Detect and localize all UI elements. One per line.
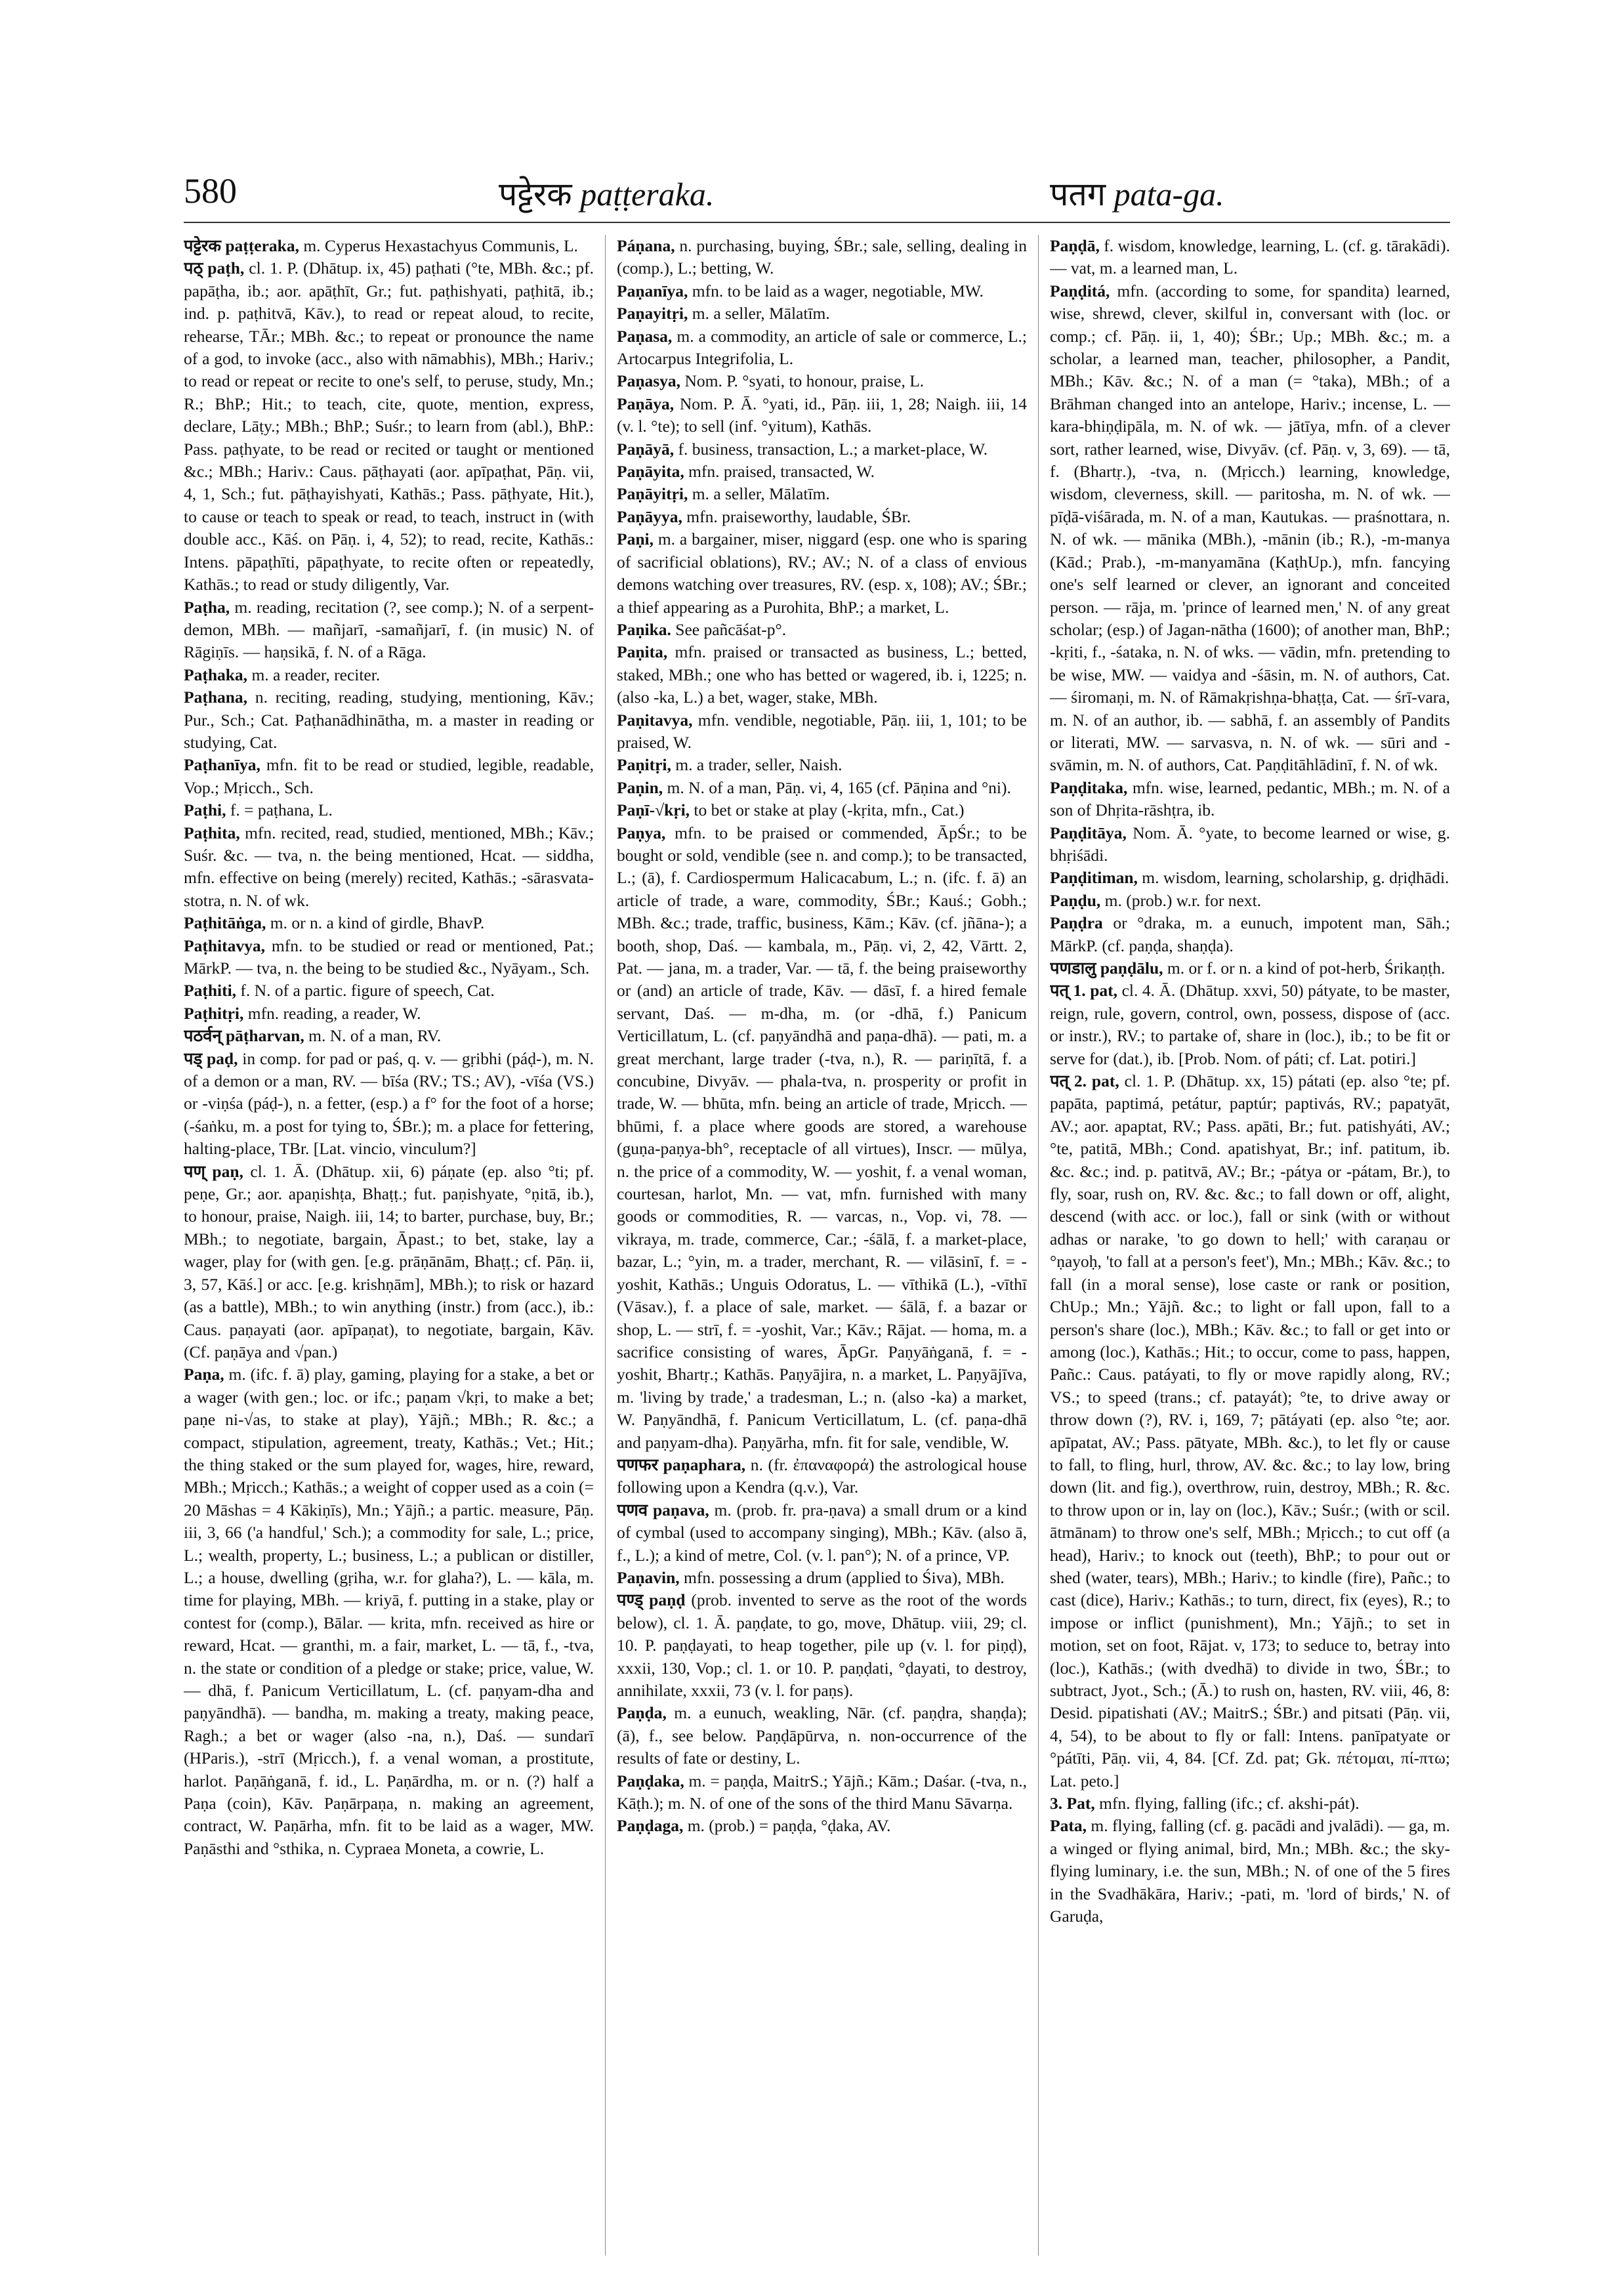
left-headword-transliteration: paṭṭeraka. (580, 176, 715, 213)
entry-text: m. wisdom, learning, scholarship, g. dṛiḍhādi. (1137, 868, 1449, 888)
entry-headword: Paṇī-√kṛi, (617, 800, 690, 820)
entry-text: f. = paṭhana, L. (226, 800, 333, 820)
entry-text: mfn. praised, transacted, W. (684, 462, 875, 482)
entry-headword: Paṇavin, (617, 1567, 680, 1587)
entry-headword: पणव paṇava, (617, 1500, 709, 1520)
entry-headword: पणडालु paṇḍālu, (1050, 959, 1163, 978)
entry-text: f. N. of a partic. figure of speech, Cat. (236, 981, 495, 1001)
entry-text: f. business, transaction, L.; a market-place, W. (674, 439, 988, 459)
dictionary-entry (617, 483, 1027, 505)
dictionary-entry (184, 235, 594, 257)
entry-headword: Paṇāyā, (617, 439, 675, 459)
dictionary-entry (617, 280, 1027, 302)
entry-text: m. flying, falling (cf. g. pacādi and jvalādi). — ga, m. a winged or flying animal, bird, Mn.; MBh. &c.; the sky-flying luminary, i.e. the sun, MBh.; N. of one of the 5 fires in the Svadhākāra, Hariv.; -pati, m. 'lord of birds,' N. of Garuḍa, (1050, 1816, 1450, 1926)
entry-headword: पण् paṇ, (184, 1161, 243, 1181)
dictionary-entry (184, 935, 594, 980)
dictionary-entry (617, 528, 1027, 619)
entry-text: in comp. for pad or paś, q. v. — gṛibhi (páḍ-), m. N. of a demon or a man, RV. — bīśa (RV.; TS.; AV), -vīśa (VS.) or -viṇśa (páḍ-), n. a fetter, (esp.) a f° for the foot of a horse; (-śaṅku, m. a post for tying to, ŚBr.); m. a place for fettering, halting-place, TBr. [Lat. vincio, vinculum?] (184, 1048, 594, 1159)
dictionary-entry (1050, 890, 1450, 912)
entry-headword: पठ् paṭh, (184, 258, 245, 278)
entry-headword: Paṭhitāṅga, (184, 913, 266, 933)
entry-headword: Pata, (1050, 1816, 1087, 1836)
entry-headword: Paṇāyita, (617, 462, 684, 482)
entry-headword: Paṇḍa, (617, 1703, 667, 1723)
dictionary-entry (184, 822, 594, 913)
entry-text: cl. 1. P. (Dhātup. ix, 45) paṭhati (°te, MBh. &c.; pf. papāṭha, ib.; aor. apāṭhīt, Gr.; fut. paṭhishyati, paṭhitā, ib.; ind. p. paṭhitvā, Kāv.), to read or repeat aloud, to recite, rehearse, TĀr.; MBh. &c.; to repeat or pronounce the name of a god, to invoke (acc., also with nāmabhis), MBh.; Hariv.; to read or repeat or recite to one's self, to peruse, study, Mn.; R.; BhP.; Hit.; to teach, cite, quote, mention, express, declare, Lāṭy.; MBh.; BhP.; Suśr.; to learn from (abl.), BhP.: Pass. paṭhyate, to be read or recited or taught or mentioned &c.; MBh.; Hariv.: Caus. pāṭhayati (aor. apīpaṭhat, Pāṇ. vii, 4, 1, Sch.; fut. pāṭhayishyati, Kathās.; Pass. pāṭhyate, Hit.), to cause or teach to speak or read, to teach, instruct in (with double acc., Kāś. on Pāṇ. i, 4, 52); to read, recite, Kathās.: Intens. pāpaṭhīti, pāpaṭhyate, to recite often or repeatedly, Kathās.; to read or study diligently, Var. (184, 258, 594, 594)
entry-text: m. or f. or n. a kind of pot-herb, Śrikaṇṭh. (1163, 959, 1446, 978)
entry-headword: पठर्वन् pāṭharvan, (184, 1026, 304, 1046)
entry-text: m. a seller, Mālatīm. (688, 484, 830, 504)
column-left (184, 235, 594, 2256)
entry-text: mfn. recited, read, studied, mentioned, MBh.; Kāv.; Suśr. &c. — tva, n. the being mentioned, Hcat. — siddha, mfn. effective on being (merely) recited, Kathās.; -sārasvata-stotra, n. N. of wk. (184, 823, 594, 910)
entry-text: m. a seller, Mālatīm. (688, 304, 830, 323)
right-running-headword (1050, 171, 1224, 215)
entry-headword: Paṇasya, (617, 371, 681, 391)
dictionary-entry (184, 912, 594, 934)
entry-text: mfn. to be studied or read or mentioned, Pat.; MārkP. — tva, n. the being to be studied &c., Nyāyam., Sch. (184, 936, 594, 978)
entry-headword: Paṇāyitṛi, (617, 484, 688, 504)
dictionary-entry (184, 980, 594, 1002)
entry-headword: Paṭhitṛi, (184, 1003, 244, 1023)
entry-text: m. (prob.) w.r. for next. (1100, 890, 1262, 910)
dictionary-entry (184, 1363, 594, 1860)
entry-text: mfn. reading, a reader, W. (243, 1003, 421, 1023)
entry-text: m. reading, recitation (?, see comp.); N. of a serpent-demon, MBh. — mañjarī, -samañjarī, f. (in music) N. of Rāgiṇīs. — haṇsikā, f. N. of a Rāga. (184, 597, 594, 662)
dictionary-entry (617, 506, 1027, 528)
entry-headword: Paṭhanīya, (184, 755, 260, 775)
dictionary-entry (184, 1048, 594, 1161)
entry-headword: 3. Pat, (1050, 1794, 1095, 1813)
dictionary-entry (1050, 777, 1450, 822)
entry-headword: Páṇana, (617, 236, 675, 255)
entry-text: mfn. wise, learned, pedantic, MBh.; m. N. of a son of Dhṛita-rāshṭra, ib. (1050, 777, 1450, 820)
entry-text: cl. 1. Ā. (Dhātup. xii, 6) páṇate (ep. also °ti; pf. peṇe, Gr.; aor. apaṇishṭa, Bhaṭṭ.; fut. paṇishyate, °ṇitā, ib.), to honour, praise, Naigh. iii, 14; to barter, purchase, buy, Br.; MBh.; to negotiate, bargain, Āpast.; to bet, stake, lay a wager, play for (with gen. [e.g. prāṇānām, Bhaṭṭ.; cf. Pāṇ. ii, 3, 57, Kāś.] or acc. [e.g. krishṇām], MBh.); to risk or hazard (as a battle), MBh.; to win anything (instr.) from (acc.), ib.: Caus. paṇayati (aor. apīpaṇat), to negotiate, bargain, Kāv. (Cf. paṇāya and √pan.) (184, 1161, 594, 1361)
entry-text: m. a trader, seller, Naish. (671, 755, 843, 775)
left-running-headword (499, 171, 714, 215)
dictionary-entry (184, 686, 594, 754)
entry-text: m. (prob. fr. pra-ṇava) a small drum or a kind of cymbal (used to accompany singing), MBh.; Kāv. (also ā, f., L.); a kind of metre, Col. (v. l. pan°); N. of a prince, VP. (617, 1500, 1027, 1565)
dictionary-entry (617, 1815, 1027, 1837)
entry-text: f. wisdom, knowledge, learning, L. (cf. g. tārakādi). — vat, m. a learned man, L. (1050, 236, 1450, 278)
dictionary-entry (617, 235, 1027, 280)
entry-text: Nom. P. °syati, to honour, praise, L. (680, 371, 925, 391)
dictionary-entry (1050, 867, 1450, 889)
entry-headword: Paṭhiti, (184, 981, 237, 1001)
entry-text: cl. 1. P. (Dhātup. xx, 15) pátati (ep. also °te; pf. papāta, paptimá, petátur, paptúr; paptivás, RV.; papatyāt, AV.; aor. apaptat, RV.; Pass. apāti, Br.; fut. patishyáti, AV.; °te, patitā, MBh.; Cond. apatishyat, Br.; inf. patitum, ib. &c. &c.; ind. p. patitvā, AV.; Br.; -pátya or -pátam, Br.), to fly, soar, rush on, RV. &c. &c.; to fall down or off, alight, descend (with acc. or loc.), fall or sink (with or without adhas or narake, 'to go down to hell;' with caraṇau or °ṇayoḥ, 'to fall at a person's feet'), Mn.; MBh.; Kāv. &c.; to fall (in a moral sense), lose caste or rank or position, ChUp.; Mn.; Yājñ. &c.; to light or fall upon, fall to a person's share (loc.), MBh.; Kāv. &c.; to fall or get into or among (loc.), Kathās.; Hit.; to occur, come to pass, happen, Pañc.: Caus. patáyati, to fly or move rapidly along, RV.; VS.; to speed (trans.; cf. patayát); °te, to drive away or throw down (?), RV. i, 169, 7; pātáyati (ep. also °te; aor. apīpatat, AV.; Pass. pātyate, MBh. &c.), to let fly or cause to fall, to fling, hurl, throw, AV. &c. &c.; to lay low, bring down (lit. and fig.), overthrow, ruin, destroy, MBh.; R. &c. to throw upon or in, lay on (loc.), Kāv.; Suśr.; (with or scil. ātmānam) to throw one's self, MBh.; Mṛicch.; to cut off (a head), Hariv.; to knock out (teeth), BhP.; to pour out or shed (water, tears), MBh.; Hariv.; to kindle (fire), Pañc.; to cast (dice), Hariv.; Kathās.; to turn, direct, fix (eyes), R.; to impose or inflict (punishment), Mn.; Yājñ.; to set in motion, set on foot, Rājat. v, 173; to seduce to, betray into (loc.), Kathās.; (with dvedhā) to divide in two, ŚBr.; to subtract, Jyot., Sch.; (Ā.) to rush on, hasten, RV. viii, 46, 8: Desid. pipatishati (AV.; MaitrS.; ŚBr.) and pitsati (Pāṇ. vii, 4, 54), to be about to fly or fall: Intens. panīpatyate or °pátīti, Pāṇ. vii, 4, 84. [Cf. Zd. pat; Gk. πέτομαι, πί-πτω; Lat. peto.] (1050, 1071, 1450, 1790)
entry-text: mfn. possessing a drum (applied to Śiva), MBh. (679, 1567, 1005, 1587)
entry-headword: Paṇḍitāya, (1050, 823, 1127, 842)
entry-text: to bet or stake at play (-kṛita, mfn., Cat.) (690, 800, 965, 820)
dictionary-entry (184, 1161, 594, 1364)
entry-text: m. = paṇḍa, MaitrS.; Yājñ.; Kām.; Daśar. (-tva, n., Kāṭh.); m. N. of one of the sons of the third Manu Sāvarṇa. (617, 1771, 1027, 1813)
entry-text: n. reciting, reading, studying, mentioning, Kāv.; Pur., Sch.; Cat. Paṭhanādhinātha, m. a master in reading or studying, Cat. (184, 688, 594, 752)
dictionary-entry (617, 438, 1027, 461)
entry-headword: Paṇa, (184, 1365, 224, 1384)
dictionary-entry (1050, 980, 1450, 1070)
column-divider (605, 235, 606, 2256)
left-headword-devanagari: पट्टेरक (499, 176, 572, 213)
entry-headword: Paṭhana, (184, 688, 248, 707)
entry-headword: Paṇḍu, (1050, 890, 1101, 910)
entry-text: (prob. invented to serve as the root of the words below), cl. 1. Ā. paṇḍate, to go, move, Dhātup. viii, 29; cl. 10. P. paṇḍayati, to heap together, pile up (v. l. for piṇḍ), xxxii, 130, Vop.; cl. 1. or 10. P. paṇḍati, °ḍayati, to destroy, annihilate, xxxii, 73 (v. l. for paṇs). (617, 1590, 1027, 1700)
entry-headword: Paṇin, (617, 777, 663, 797)
entry-text: mfn. to be laid as a wager, negotiable, MW. (688, 281, 984, 300)
entry-text: m. (ifc. f. ā) play, gaming, playing for a stake, a bet or a wager (with gen.; loc. or ifc.; paṇam √kṛi, to make a bet; paṇe ni-√as, to stake at play), Yājñ.; MBh.; R. &c.; a compact, stipulation, agreement, treaty, Kathās.; Vet.; Hit.; the thing staked or the sum played for, wages, hire, reward, MBh.; Mṛicch.; Kathās.; a weight of copper used as a coin (= 20 Māshas = 4 Kākiṇīs), Mn.; Yājñ.; a partic. measure, Pāṇ. iii, 3, 66 ('a handful,' Sch.); a commodity for sale, L.; price, L.; wealth, property, L.; business, L.; a publican or distiller, L.; a house, dwelling (gṛiha, w.r. for glaha?), L. — kāla, m. time for playing, MBh. — kriyā, f. putting in a stake, play or contest for (comp.), Bālar. — krita, mfn. received as hire or reward, Hcat. — granthi, m. a fair, market, L. — tā, f., -tva, n. the state or condition of a pledge or stake; price, value, W. — dhā, f. Panicum Verticillatum, L. (cf. paṇyam-dha and paṇyāndhā). — bandha, m. making a treaty, making peace, Ragh.; a bet or wager (also -na, n.), Daś. — sundarī (HParis.), -strī (Mṛicch.), f. a venal woman, a prostitute, harlot. Paṇāṅganā, f. id., L. Paṇārdha, m. or n. (?) half a Paṇa (coin), Kāv. Paṇārpaṇa, n. making an agreement, contract, W. Paṇārha, mfn. fit to be laid as a wager, MW. Paṇāsthi and °sthika, n. Cypraea Moneta, a cowrie, L. (184, 1365, 594, 1858)
dictionary-entry (184, 799, 594, 821)
entry-headword: Paṭhita, (184, 823, 240, 842)
dictionary-entry (617, 1702, 1027, 1769)
entry-text: m. (prob.) = paṇḍa, °ḍaka, AV. (683, 1816, 891, 1836)
entry-headword: Paṇḍaka, (617, 1771, 684, 1790)
column-right (1050, 235, 1450, 2256)
dictionary-entry (1050, 1815, 1450, 1928)
entry-headword: Paṇitavya, (617, 710, 693, 730)
right-headword-transliteration: pata-ga. (1114, 176, 1224, 213)
entry-text: m. Cyperus Hexastachyus Communis, L. (299, 236, 578, 255)
page-header (184, 164, 1450, 223)
entry-text: mfn. flying, falling (ifc.; cf. akshi-pát). (1094, 1794, 1360, 1813)
dictionary-entry (617, 393, 1027, 438)
entry-headword: पणफर paṇaphara, (617, 1455, 746, 1474)
entry-headword: पत् 1. pat, (1050, 981, 1118, 1001)
entry-text: cl. 4. Ā. (Dhātup. xxvi, 50) pátyate, to be master, reign, rule, govern, control, own, possess, dispose of (acc. or instr.), RV.; to partake of, share in (loc.), ib.; to be fit or serve for (dat.), ib. [Prob. Nom. of páti; cf. Lat. potiri.] (1050, 981, 1450, 1068)
dictionary-entry (184, 257, 594, 596)
entry-headword: Paṇasa, (617, 326, 673, 346)
column-middle (617, 235, 1027, 2256)
entry-text: mfn. vendible, negotiable, Pāṇ. iii, 1, 101; to be praised, W. (617, 710, 1027, 752)
entry-headword: Paṇḍitaka, (1050, 777, 1128, 797)
entry-headword: Paṇika. (617, 619, 671, 639)
entry-text: m. N. of a man, Pāṇ. vi, 4, 165 (cf. Pāṇina and °ni). (663, 777, 1011, 797)
entry-text: Nom. Ā. °yate, to become learned or wise, g. bhṛiśādi. (1050, 823, 1450, 865)
entry-headword: Paṇanīya, (617, 281, 688, 300)
entry-headword: Paṭha, (184, 597, 230, 617)
entry-headword: Paṭhaka, (184, 665, 248, 684)
right-headword-devanagari: पतग (1050, 176, 1106, 213)
dictionary-entry (1050, 957, 1450, 980)
dictionary-entry (617, 461, 1027, 483)
dictionary-entry (1050, 280, 1450, 777)
entry-headword: Paṇayitṛi, (617, 304, 688, 323)
dictionary-entry (617, 777, 1027, 799)
dictionary-entry (1050, 1792, 1450, 1815)
entry-text: m. N. of a man, RV. (304, 1026, 442, 1046)
dictionary-entry (1050, 1070, 1450, 1792)
entry-headword: पत् 2. pat, (1050, 1071, 1119, 1091)
entry-headword: पण्ड् paṇḍ (617, 1590, 686, 1610)
dictionary-entry (617, 799, 1027, 821)
entry-text: Nom. P. Ā. °yati, id., Pāṇ. iii, 1, 28; Naigh. iii, 14 (v. l. °te); to sell (inf. °yitum), Kathās. (617, 394, 1027, 436)
dictionary-entry (617, 641, 1027, 709)
dictionary-entry (617, 1770, 1027, 1815)
dictionary-entry (184, 596, 594, 664)
dictionary-entry (617, 619, 1027, 641)
page-number: 580 (184, 171, 237, 211)
dictionary-entry (617, 754, 1027, 776)
entry-headword: Paṇāyya, (617, 507, 682, 526)
dictionary-entry (617, 1567, 1027, 1589)
entry-headword: Paṇita, (617, 642, 668, 662)
dictionary-entry (617, 370, 1027, 392)
dictionary-entry (617, 1589, 1027, 1702)
entry-headword: Paṇḍaga, (617, 1816, 684, 1836)
entry-text: mfn. to be praised or commended, ĀpŚr.; to be bought or sold, vendible (see n. and comp.); to be transacted, L.; (ā), f. Cardiospermum Halicacabum, L.; n. (ifc. f. ā) an article of trade, a ware, commodity, ŚBr.; Kauś.; Gobh.; MBh. &c.; trade, traffic, business, Kām.; Kāv. (cf. jñāna-); a booth, shop, Daś. — kambala, m., Pāṇ. vi, 2, 42, Vārtt. 2, Pat. — jana, m. a trader, Var. — tā, f. the being praiseworthy or (and) an article of trade, Kāv. — dāsī, f. a hired female servant, Daś. — m-dha, m. (or -dhā, f.) Panicum Verticillatum, L. (cf. paṇyāndhā and paṇa-dhā). — pati, m. a great merchant, large trader (-tva, n.), R. — pariṇītā, f. a concubine, Divyāv. — phala-tva, n. prosperity or profit in trade, W. — bhūta, mfn. being an article of trade, Mṛicch. — bhūmi, f. a place where goods are stored, a warehouse (guṇa-paṇya-bh°, receptacle of all virtues), Inscr. — mūlya, n. the price of a commodity, W. — yoshit, f. a venal woman, courtesan, harlot, Mn. — vat, mfn. furnished with many goods or commodities, R. — varcas, n., Vop. vi, 78. — vikraya, m. trade, commerce, Car.; -śālā, f. a market-place, bazar, L.; °yin, m. a trader, merchant, R. — vilāsinī, f. = -yoshit, Kathās.; Unguis Odoratus, L. — vīthikā (L.), -vīthī (Vāsav.), f. a place of sale, market. — śālā, f. a bazar or shop, L. — strī, f. = -yoshit, Var.; Kāv.; Rājat. — homa, m. a sacrifice consisting of wares, ĀpGr. Paṇyāṅganā, f. = -yoshit, Bhartṛ.; Kathās. Paṇyājira, n. a market, L. Paṇyājīva, m. 'living by trade,' a tradesman, L.; n. (also -ka) a market, W. Paṇyāndhā, f. Panicum Verticillatum, L. (cf. paṇa-dhā and paṇyam-dha). Paṇyārha, mfn. fit for sale, vendible, W. (617, 823, 1027, 1452)
entry-headword: Paṇitṛi, (617, 755, 671, 775)
entry-text: m. a eunuch, weakling, Nār. (cf. paṇḍra, shaṇḍa); (ā), f., see below. Paṇḍāpūrva, n. non-occurrence of the results of fate or destiny, L. (617, 1703, 1027, 1768)
entry-headword: Paṇḍitá, (1050, 281, 1110, 300)
entry-text: mfn. praiseworthy, laudable, ŚBr. (682, 507, 911, 526)
dictionary-entry (617, 1499, 1027, 1567)
entry-headword: Paṇḍitiman, (1050, 868, 1138, 888)
entry-text: n. (fr. ἐπαναφορά) the astrological house following upon a Kendra (q.v.), Var. (617, 1455, 1027, 1497)
entry-headword: Paṇi, (617, 529, 654, 549)
entry-text: m. a bargainer, miser, niggard (esp. one who is sparing of sacrificial oblations), RV.; AV.; N. of a class of envious demons watching over treasures, RV. (esp. x, 108); AV.; ŚBr.; a thief appearing as a Purohita, BhP.; a market, L. (617, 529, 1027, 617)
entry-headword: Paṇāya, (617, 394, 675, 413)
entry-text: mfn. (according to some, for spandita) learned, wise, shrewd, clever, skilful in, conversant with (loc. or comp.; cf. Pāṇ. ii, 1, 40); ŚBr.; Up.; MBh. &c.; m. a scholar, a learned man, teacher, philosopher, a Pandit, MBh.; Kāv. &c.; N. of a man (= °taka), MBh.; of a Brāhman changed into an antelope, Hariv.; incense, L. — kara-bhiṇḍipāla, m. N. of wk. — jātīya, mfn. of a clever sort, rather learned, wise, Divyāv. (cf. Pāṇ. v, 3, 69). — tā, f. (Bhartṛ.), -tva, n. (Mṛicch.) learning, knowledge, wisdom, cleverness, skill. — paritosha, m. N. of wk. — pīḍā-viśārada, m. N. of a man, Kautukas. — praśnottara, n. N. of wk. — mānika (MBh.), -mānin (ib.; R.), -m-manya (Kād.; Prab.), -m-manyamāna (KaṭhUp.), mfn. fancying one's self learned or clever, an ignorant and conceited person. — rāja, m. 'prince of learned men,' N. of any great scholar; (esp.) of Jagan-nātha (1600); of another man, BhP.; -kṛiti, f., -śataka, n. N. of wks. — vādin, mfn. pretending to be wise, MW. — vaidya and -śāsin, m. N. of authors, Cat. — śiromaṇi, m. N. of Rāmakṛishṇa-bhaṭṭa, Cat. — śrī-vara, m. N. of an author, ib. — sabhā, f. an assembly of Pandits or literati, MW. — sarvasva, n. N. of wk. — sūri and -svāmin, m. N. of authors, Cat. Paṇḍitāhlādinī, f. N. of wk. (1050, 281, 1450, 775)
dictionary-entry (617, 302, 1027, 325)
entry-text: See pañcāśat-p°. (671, 619, 787, 639)
entry-headword: Paṭhi, (184, 800, 226, 820)
dictionary-entry (1050, 912, 1450, 957)
dictionary-entry (184, 754, 594, 799)
entry-headword: Paṇya, (617, 823, 666, 842)
entry-headword: पट्टेरक paṭṭeraka, (184, 236, 299, 255)
entry-text: m. a reader, reciter. (247, 665, 381, 684)
dictionary-entry (184, 1025, 594, 1047)
entry-text: n. purchasing, buying, ŚBr.; sale, selling, dealing in (comp.), L.; betting, W. (617, 236, 1027, 278)
entry-text: m. or n. a kind of girdle, BhavP. (266, 913, 485, 933)
dictionary-entry (184, 1003, 594, 1025)
dictionary-entry (1050, 822, 1450, 867)
entry-text: m. a commodity, an article of sale or commerce, L.; Artocarpus Integrifolia, L. (617, 326, 1027, 369)
dictionary-entry (617, 822, 1027, 1454)
entry-headword: पड् paḍ, (184, 1048, 238, 1068)
header-rule (184, 222, 1450, 223)
dictionary-entry (617, 325, 1027, 371)
entry-headword: Paṇḍā, (1050, 236, 1100, 255)
dictionary-entry (617, 1454, 1027, 1499)
dictionary-entry (617, 709, 1027, 755)
column-divider (1038, 235, 1039, 2256)
entry-text: mfn. praised or transacted as business, L.; betted, staked, MBh.; one who has betted or wagered, ib. i, 1225; n. (also -ka, L.) a bet, wager, stake, MBh. (617, 642, 1027, 707)
entry-text: or °draka, m. a eunuch, impotent man, Sāh.; MārkP. (cf. paṇḍa, shaṇḍa). (1050, 913, 1450, 955)
dictionary-entry (1050, 235, 1450, 280)
dictionary-entry (184, 664, 594, 686)
entry-headword: Paṭhitavya, (184, 936, 265, 955)
entry-text: mfn. fit to be read or studied, legible, readable, Vop.; Mṛicch., Sch. (184, 755, 594, 797)
entry-headword: Paṇḍra (1050, 913, 1103, 933)
